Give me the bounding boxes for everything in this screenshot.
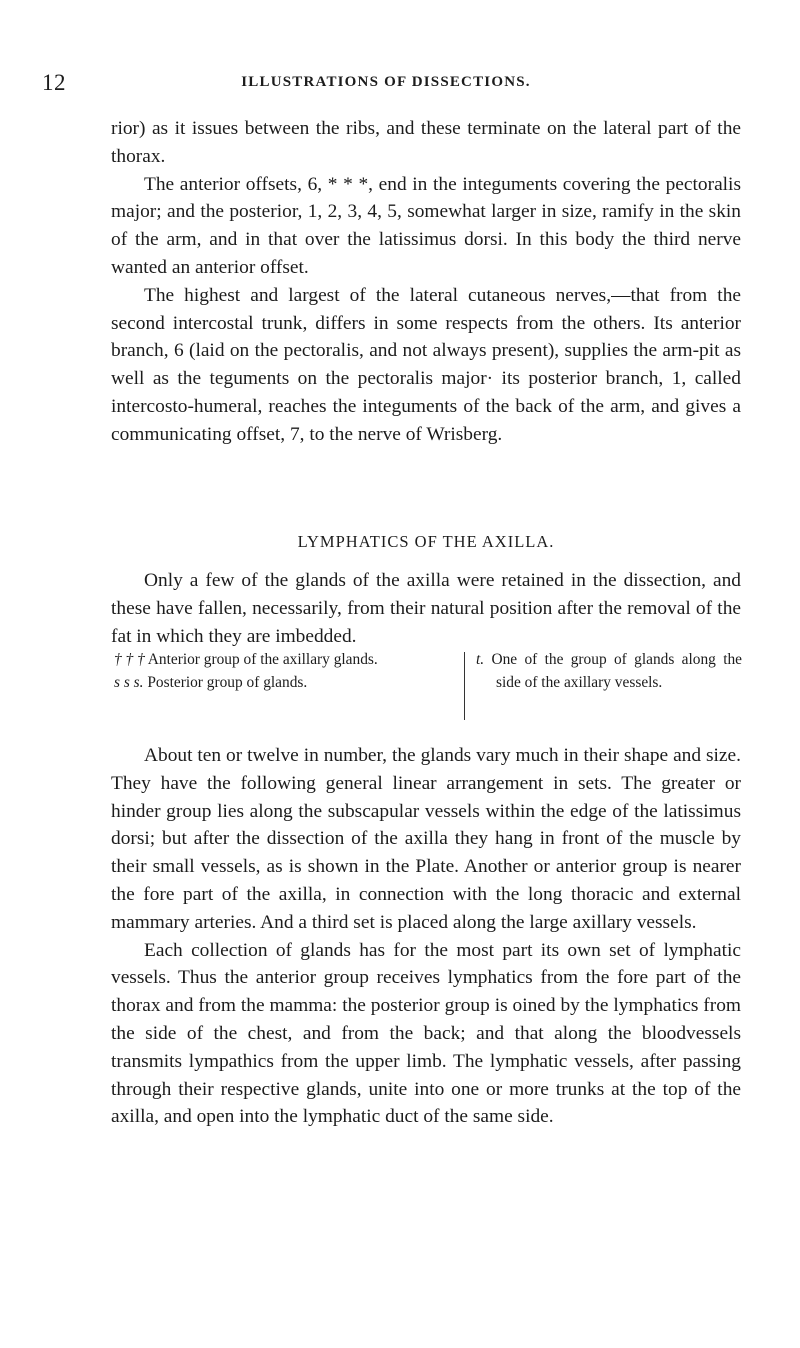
running-title: ILLUSTRATIONS OF DISSECTIONS. xyxy=(241,74,531,90)
legend-divider xyxy=(464,652,465,720)
paragraph-glands-arrangement: About ten or twelve in number, the glands vary much in their shape and size. They have the following general linear arrangement in sets. The greater or hinder group lies along the subscapular vessels within the edge of the latissimus dorsi; but after the dissection of the axilla they hang in front of the muscle by their small vessels, as is shown in the Plate. Another or anterior group is nearer the fore part of the axilla, in connection with the long thoracic and external mammary arteries. And a third set is placed along the large axillary vessels. xyxy=(111,745,741,933)
legend-left-column xyxy=(114,649,454,694)
legend-text: One of the group of glands along the side of the axillary vessels. xyxy=(484,651,742,691)
glands-description-block xyxy=(111,742,741,1131)
legend-key: † † † xyxy=(114,651,145,668)
figure-legend xyxy=(114,649,742,729)
paragraph-lymphatic-vessels: Each collection of glands has for the most part its own set of lymphatic vessels. Thus the anterior group receives lymphatics from the fore part of the thorax and from the mamma: the posterior group is oined by the lymphatics from the side of the chest, and from the back; and that along the bloodvessels transmits lympathics from the upper limb. The lymphatic vessels, after passing through their respective glands, unite into one or more trunks at the top of the axilla, and open into the lymphatic duct of the same side. xyxy=(111,939,741,1128)
paragraph-glands-retained: Only a few of the glands of the axilla were retained in the dissection, and these have fallen, necessarily, from their natural position after the removal of the fat in which they are imbedded. xyxy=(111,570,741,647)
legend-right-column xyxy=(476,649,742,694)
running-head xyxy=(42,70,730,98)
lymphatics-intro-block xyxy=(111,567,741,650)
legend-text: Anterior group of the axillary glands. xyxy=(144,651,378,668)
legend-text: Posterior group of glands. xyxy=(143,673,308,691)
paragraph-continuation: rior) as it issues between the ribs, and these terminate on the lateral part of the thorax. xyxy=(111,118,741,167)
section-heading: LYMPHATICS OF THE AXILLA. xyxy=(297,532,555,551)
paragraph-highest-nerve: The highest and largest of the lateral cutaneous nerves,—that from the second intercostal trunk, differs in some respects from the others. Its anterior branch, 6 (laid on the pectoralis, and not always present), supplies the arm-pit as well as the teguments on the pectoralis major· its posterior branch, 1, called intercosto-humeral, reaches the integuments of the back of the arm, and gives a communicating offset, 7, to the nerve of Wrisberg. xyxy=(111,284,741,445)
legend-item-anterior-group xyxy=(114,649,454,672)
paragraph-anterior-offsets: The anterior offsets, 6, * * *, end in the integuments covering the pectoralis major; and the posterior, 1, 2, 3, 4, 5, somewhat larger in size, ramify in the skin of the arm, and in that over the latissimus dorsi. In this body the third nerve wanted an anterior offset. xyxy=(111,173,741,278)
legend-item-axillary-vessels xyxy=(476,649,742,694)
legend-item-posterior-group xyxy=(114,672,454,695)
legend-key: s s s. xyxy=(114,673,144,691)
legend-key: t. xyxy=(476,651,485,668)
nerves-text-block xyxy=(111,115,741,449)
page-number: 12 xyxy=(42,70,66,95)
